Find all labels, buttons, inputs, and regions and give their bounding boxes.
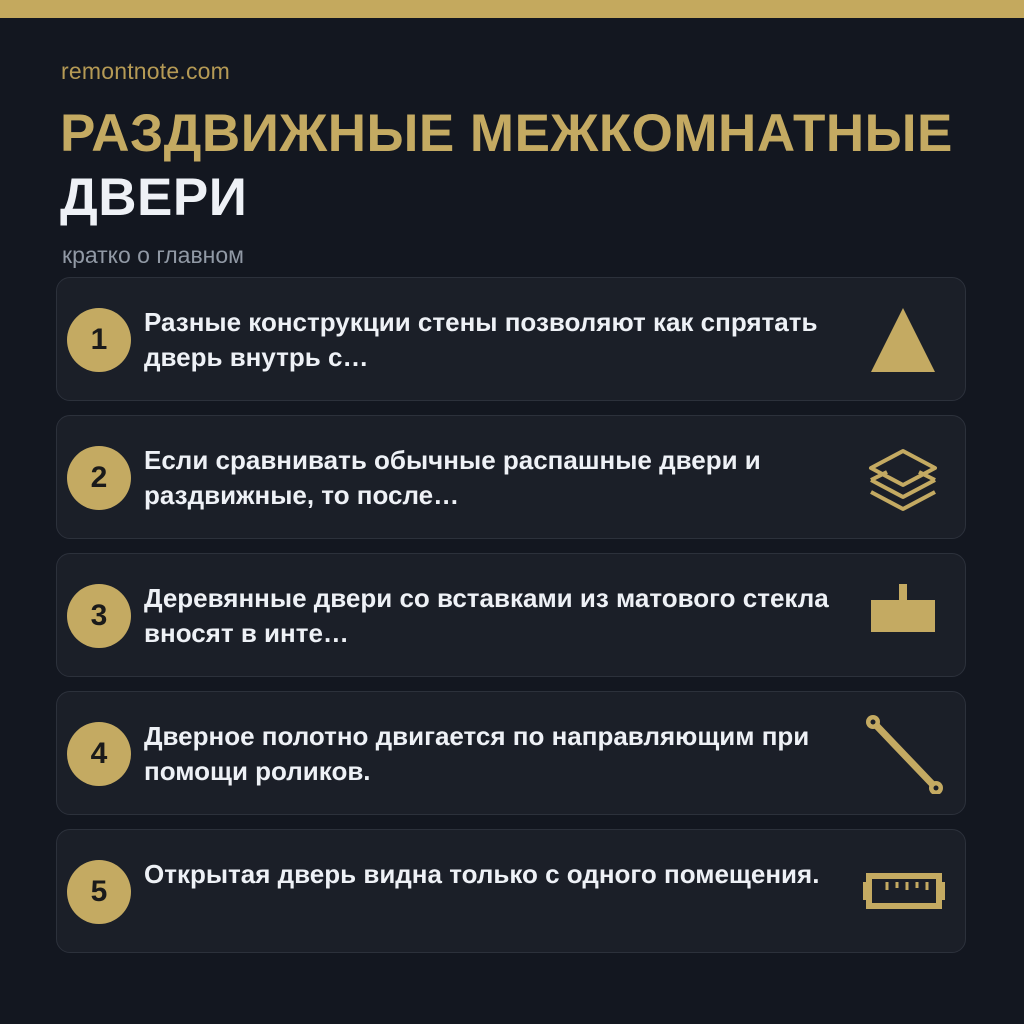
trowel-icon <box>857 576 949 656</box>
number-badge: 4 <box>67 722 131 786</box>
top-accent-bar <box>0 0 1024 18</box>
page-title-line-2: ДВЕРИ <box>60 168 248 227</box>
site-name[interactable]: remontnote.com <box>61 58 230 84</box>
layers-icon <box>857 438 949 518</box>
list-item <box>56 691 966 815</box>
page-subtitle: кратко о главном <box>62 242 244 268</box>
list-item <box>56 553 966 677</box>
number-badge: 3 <box>67 584 131 648</box>
list-item <box>56 277 966 401</box>
list-item-text: Дверное полотно двигается по направляющим при помощи роликов. <box>144 721 810 786</box>
triangle-icon <box>857 300 949 380</box>
number-badge: 5 <box>67 860 131 924</box>
list-item <box>56 415 966 539</box>
list-item <box>56 829 966 953</box>
ruler-icon <box>857 852 949 932</box>
list-item-text: Деревянные двери со вставками из матового стекла вносят в инте… <box>144 583 829 648</box>
wrench-icon <box>857 714 949 794</box>
list-item-text: Разные конструкции стены позволяют как спрятать дверь внутрь с… <box>144 307 818 372</box>
page-title-line-1: РАЗДВИЖНЫЕ МЕЖКОМНАТНЫЕ <box>60 104 953 163</box>
number-badge: 2 <box>67 446 131 510</box>
list-item-text: Если сравнивать обычные распашные двери и раздвижные, то после… <box>144 445 761 510</box>
number-badge: 1 <box>67 308 131 372</box>
list-item-text: Открытая дверь видна только с одного помещения. <box>144 859 820 889</box>
